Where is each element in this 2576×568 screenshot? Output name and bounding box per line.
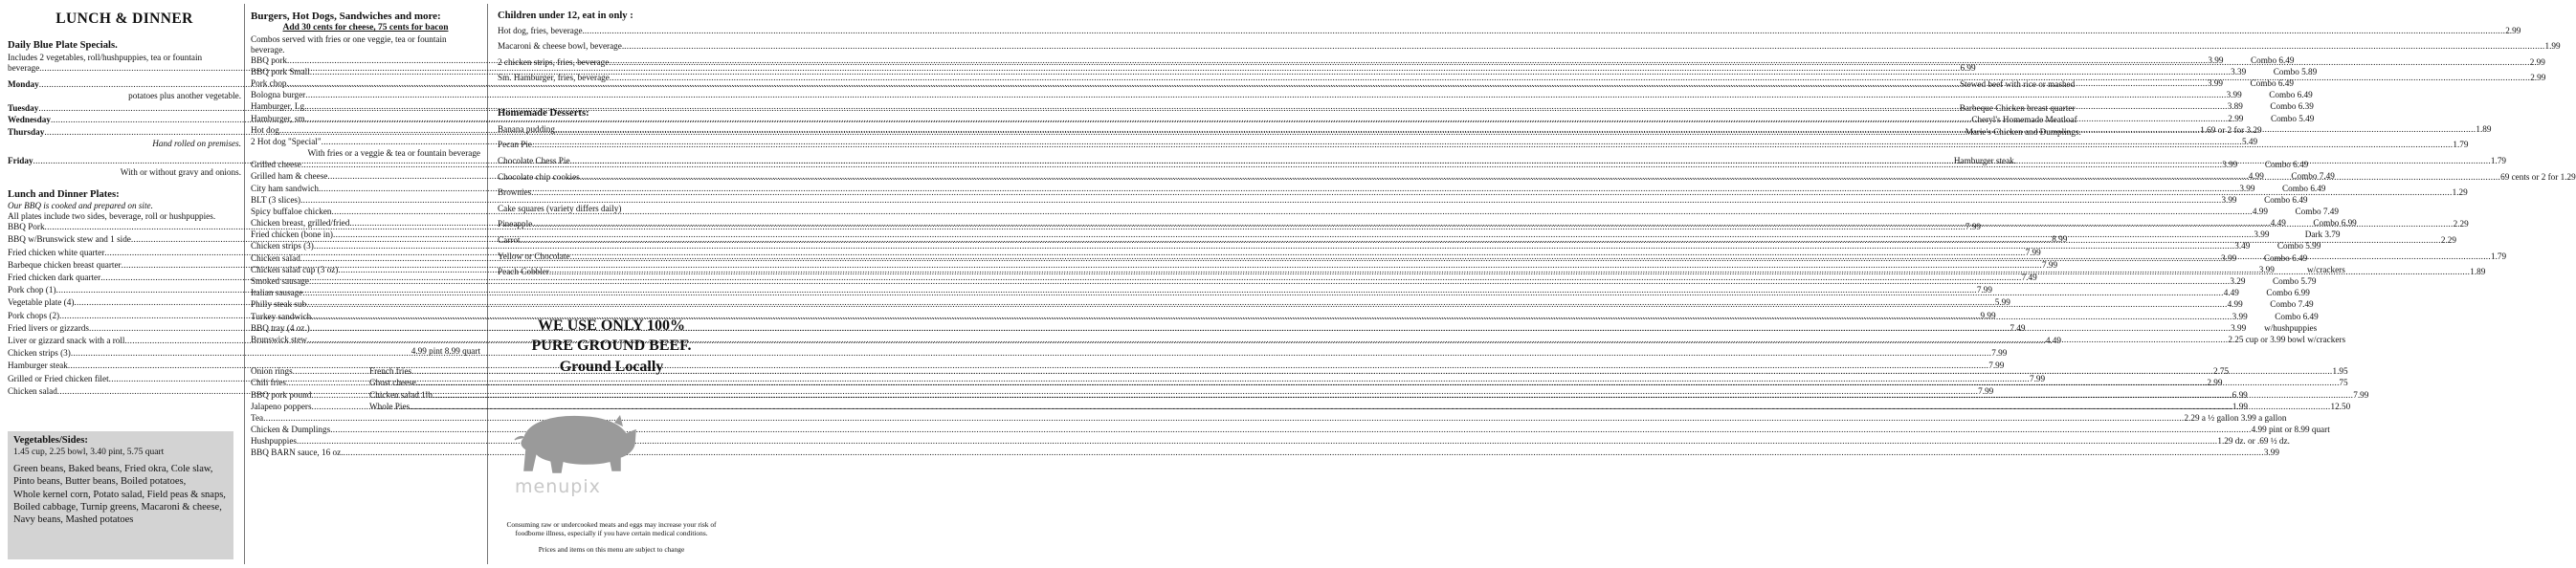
sandwich-row-combo: Combo 6.49 xyxy=(2250,78,2294,89)
sandwich-row-combo: Combo 6.49 xyxy=(2269,90,2313,100)
sandwich-row-name: BBQ tray (4 oz.) xyxy=(251,322,310,333)
sandwich-row-combo: Combo 6.49 xyxy=(2251,55,2295,65)
sandwich-row-price: 3.99 xyxy=(2226,90,2242,100)
cake-row-price: 1.79 xyxy=(2491,251,2507,261)
sandwich-row-price: 4.49 xyxy=(2270,218,2286,229)
plate-row-price: 7.99 xyxy=(1991,348,2008,359)
special-day-name: Wednesday xyxy=(8,115,51,125)
dessert-row-price: 69 cents or 2 for 1.29 xyxy=(2500,171,2576,182)
sandwich-row-combo: Combo 5.49 xyxy=(2270,113,2315,123)
plate-row-price: 7.99 xyxy=(1965,222,1981,232)
sandwich-row-price: 3.99 xyxy=(2221,252,2237,263)
plates-heading: Lunch and Dinner Plates: xyxy=(8,188,120,200)
sides-line: Pinto beans, Butter beans, Boiled potatoes, xyxy=(13,476,187,488)
sandwich-row-price: 3.39 xyxy=(2231,66,2247,76)
special-day-name: Tuesday xyxy=(8,102,39,113)
sides-box xyxy=(8,431,233,559)
special-day-name: Friday xyxy=(8,155,33,165)
kids-row-price: 2.99 xyxy=(2505,25,2521,35)
cake-row-price: 1.89 xyxy=(2470,267,2486,277)
brunswick-stew-row: Brunswick stew ..... 2.25 cup or 3.99 bowl w/crackers xyxy=(251,335,480,346)
special-day-name: Thursday xyxy=(8,126,45,137)
menu-title: LUNCH & DINNER xyxy=(56,11,193,27)
addon-note: Add 30 cents for cheese, 75 cents for bacon xyxy=(282,23,449,33)
kids-row-name: Macaroni & cheese bowl, beverage. xyxy=(498,41,625,52)
sandwich-row-price: 3.89 xyxy=(2227,101,2243,112)
sandwich-row xyxy=(251,90,2313,101)
plate-row-price: 7.99 xyxy=(1976,285,1992,295)
kids-row-price: 1.99 xyxy=(2544,41,2561,52)
sandwich-row-combo: Combo 6.99 xyxy=(2266,288,2310,298)
dessert-row-name: Pecan Pie xyxy=(498,140,532,150)
sandwich-row-name: Philly steak sub xyxy=(251,299,307,310)
tea-row: Tea ..... 2.29 a ½ gallon 3.99 a gallon xyxy=(251,413,480,425)
special-day-name: Monday xyxy=(8,78,39,89)
dessert-row-name: Chocolate Chess Pie xyxy=(498,155,570,165)
side-item xyxy=(369,402,2350,413)
sandwich-row-name: Smoked sausage xyxy=(251,276,309,287)
dessert-row-price: 1.89 xyxy=(2476,123,2492,134)
sandwich-row-name: Grilled cheese xyxy=(251,160,301,170)
plate-row-price: 5.99 xyxy=(1994,297,2010,308)
plate-row-price: 4.49 xyxy=(2045,335,2061,345)
brunswick-stew-extra: 4.99 pint 8.99 quart xyxy=(411,346,480,357)
sandwich-row-name: Hamburger, sm. xyxy=(251,113,307,123)
sandwich-row-price: 3.99 xyxy=(2239,183,2255,193)
desserts-heading: Homemade Desserts: xyxy=(498,108,589,120)
sandwich-row-price: 3.99 xyxy=(2208,55,2224,65)
sandwich-row-combo: w/hushpuppies xyxy=(2264,322,2318,333)
kids-row-price: 2.99 xyxy=(2529,56,2545,67)
side-item-price: 6.99 xyxy=(2232,389,2248,400)
special-day-extra: potatoes plus another vegetable. xyxy=(128,91,241,101)
side-item-name: Chicken salad 1lb xyxy=(369,389,433,400)
dessert-row-name: Brownies xyxy=(498,187,532,198)
side-item-name: Jalapeno poppers xyxy=(251,401,312,411)
prices-note: Prices and items on this menu are subject to change xyxy=(538,545,685,554)
plates-note-includes: All plates include two sides, beverage, roll or hushpuppies. xyxy=(8,211,216,222)
blue-plate-beverage-row: beverage ..... 6.99 xyxy=(8,63,241,76)
hotdog-special-note: With fries or a veggie & tea or fountain beverage xyxy=(307,148,480,159)
sandwich-row-name: Turkey sandwich xyxy=(251,311,312,321)
sandwich-row-combo: Combo 6.99 xyxy=(2313,218,2357,229)
side-item-name: Chili fries xyxy=(251,378,287,388)
sandwich-row-price: 4.49 xyxy=(2223,288,2239,298)
sandwich-row-price: 3.99 xyxy=(2231,322,2247,333)
plate-row-name: Liver or gizzard snack with a roll xyxy=(8,335,125,345)
plate-row-name: Fried chicken dark quarter xyxy=(8,273,101,283)
plate-row-price: 9.99 xyxy=(1980,310,1996,320)
plate-row-price: 7.99 xyxy=(2030,373,2046,383)
side-item-price: 1.95 xyxy=(2332,366,2348,377)
plate-row-name: Grilled or Fried chicken filet xyxy=(8,373,109,383)
sandwich-row-combo: w/crackers xyxy=(2307,264,2345,274)
ground-beef-notice xyxy=(498,316,725,378)
hushpuppies-row: Hushpuppies ..... 1.29 dz. or .69 ½ dz. xyxy=(251,436,480,448)
plate-row-price: 7.99 xyxy=(2025,247,2041,257)
plate-row-name: BBQ w/Brunswick stew and 1 side xyxy=(8,234,131,245)
side-item xyxy=(369,378,2348,389)
kids-row-name: 2 chicken strips, fries, beverage xyxy=(498,56,610,67)
sandwich-row-price: 3.99 xyxy=(2254,229,2270,240)
sandwich-row-name: Spicy buffaloe chicken xyxy=(251,206,332,216)
plate-row-name: Vegetable plate (4) xyxy=(8,297,75,308)
sandwich-row-combo: Combo 6.49 xyxy=(2264,160,2309,170)
side-item-price: .75 xyxy=(2337,378,2348,388)
sandwich-row-name: BBQ pork Small xyxy=(251,66,310,76)
dessert-row-name: Banana pudding xyxy=(498,123,555,134)
sandwich-row-combo: Combo 6.49 xyxy=(2281,183,2326,193)
sandwich-row-name: Chicken strips (3) xyxy=(251,241,314,251)
foodborne-warning: Consuming raw or undercooked meats and eggs may increase your risk of foodborne illness, especially if you have certain medical conditions. xyxy=(506,520,717,538)
dessert-row-price: 1.79 xyxy=(2453,140,2469,150)
sandwich-row-price: 3.99 xyxy=(2232,311,2248,321)
sandwich-row-combo: Combo 6.49 xyxy=(2263,252,2308,263)
sandwich-row xyxy=(251,194,2308,207)
side-item-name: Whole Pies xyxy=(369,401,411,411)
plate-row-price: 7.99 xyxy=(2042,259,2058,270)
sandwich-row-combo: Dark 3.79 xyxy=(2304,229,2341,240)
kids-row-name: Sm. Hamburger, fries, beverage xyxy=(498,73,610,83)
sandwich-row-combo: Combo 6.39 xyxy=(2270,101,2314,112)
special-day-dish: Stewed beef with rice or mashed xyxy=(1960,78,2076,89)
sandwich-row-price: 2.99 xyxy=(2228,113,2244,123)
combo-note-1: Combos served with fries or one veggie, tea or fountain xyxy=(251,33,447,44)
sandwich-row-name: BLT (3 slices) xyxy=(251,194,301,205)
sandwich-row-price: 1.69 or 2 for 3.29 xyxy=(2200,124,2262,135)
plate-row-price: 7.99 xyxy=(1978,385,1994,396)
kids-row xyxy=(498,41,2561,57)
side-item-price: 7.99 xyxy=(2353,389,2369,400)
dumplings-row: Chicken & Dumplings ..... 4.99 pint or 8.99 quart xyxy=(251,425,480,436)
sandwich-row-price: 3.99 xyxy=(2258,264,2275,274)
sandwich-row-price: 4.99 xyxy=(2248,171,2264,182)
plate-row-name: Pork chops (2) xyxy=(8,310,60,320)
plate-row-price: 7.49 xyxy=(2021,273,2037,283)
dessert-row-price: 1.79 xyxy=(2490,155,2506,165)
side-item-name: Onion rings xyxy=(251,366,293,377)
sandwiches-heading: Burgers, Hot Dogs, Sandwiches and more: xyxy=(251,11,441,22)
plates-note-bbq: Our BBQ is cooked and prepared on site. xyxy=(8,201,153,211)
side-item-price: 2.99 xyxy=(2207,378,2223,388)
sandwich-row-name: Grilled ham & cheese xyxy=(251,171,328,182)
sandwich-row-name: Chicken breast, grilled/fried xyxy=(251,218,350,229)
sandwich-row-combo: Combo 7.49 xyxy=(2270,299,2314,310)
sides-heading: Vegetables/Sides: xyxy=(13,435,88,446)
sandwich-row-combo: Combo 5.99 xyxy=(2276,241,2321,251)
side-item-name: BBQ pork pound xyxy=(251,389,312,400)
beef-line-1: WE USE ONLY 100% xyxy=(538,317,685,334)
kids-row xyxy=(498,25,2521,42)
menupix-watermark: menupix xyxy=(515,476,601,497)
side-pair-row xyxy=(251,389,2369,402)
sandwich-row-combo: Combo 6.49 xyxy=(2264,194,2308,205)
sides-line: Green beans, Baked beans, Fried okra, Cole slaw, xyxy=(13,464,213,475)
special-day-dish: Marie's Chicken and Dumplings. xyxy=(1965,126,2081,137)
cake-row-name: Peach Cobbler xyxy=(498,267,549,277)
bbq-sauce-row: BBQ BARN sauce, 16 oz. ..... 3.99 xyxy=(251,448,480,459)
plate-row-name: Fried livers or gizzards xyxy=(8,322,89,333)
sandwich-row-combo: Combo 7.49 xyxy=(2291,171,2335,182)
cake-row-price: 2.29 xyxy=(2440,234,2456,245)
side-pair-row xyxy=(251,401,2351,413)
cake-row-price: 2.29 xyxy=(2453,219,2469,229)
sandwich-row-name: Fried chicken (bone in) xyxy=(251,229,333,240)
sandwich-row-combo: Combo 7.49 xyxy=(2295,206,2339,216)
sandwich-row-name: Pork chop xyxy=(251,78,287,89)
sandwich-row-name: Chicken salad xyxy=(251,252,300,263)
sandwich-row-price: 4.99 xyxy=(2227,299,2243,310)
plate-row-name: Fried chicken white quarter xyxy=(8,247,105,257)
sandwich-row-name: Italian sausage xyxy=(251,288,303,298)
plate-row-name: Hamburger steak xyxy=(8,360,68,371)
sandwich-row-combo: Combo 6.49 xyxy=(2275,311,2319,321)
cake-row-name: Yellow or Chocolate xyxy=(498,251,570,261)
pig-image xyxy=(507,402,641,478)
sandwich-row-name: Hot dog xyxy=(251,124,279,135)
sandwich-row-name: City ham sandwich xyxy=(251,183,319,193)
dessert-row-name: Chocolate chip cookies xyxy=(498,171,580,182)
sides-line: Navy beans, Mashed potatoes xyxy=(13,513,134,525)
hotdog-special-row: 2 Hot dog "Special" ..... 5.49 xyxy=(251,137,480,148)
kids-heading: Children under 12, eat in only : xyxy=(498,11,633,21)
plate-row-name: Chicken salad xyxy=(8,385,57,396)
sandwich-row-combo: Combo 5.79 xyxy=(2273,276,2317,287)
special-day-dish: Barbeque Chicken breast quarter xyxy=(1959,102,2076,113)
plate-row-name: Barbeque chicken breast quarter xyxy=(8,259,122,270)
cake-row-name: Carrot xyxy=(498,234,521,245)
combo-note-2: beverage. xyxy=(251,44,285,55)
cake-heading: Cake squares (variety differs daily) xyxy=(498,203,622,213)
side-item-name: French fries xyxy=(369,366,412,377)
sandwich-row-price: 3.99 xyxy=(2222,160,2238,170)
plate-row-name: Chicken strips (3) xyxy=(8,348,71,359)
sides-line: Boiled cabbage, Turnip greens, Macaroni & cheese, xyxy=(13,501,222,513)
kids-row-name: Hot dog, fries, beverage. xyxy=(498,25,585,35)
plate-row-price: 7.99 xyxy=(1988,360,2005,371)
sandwich-row-name: Chicken salad cup (3 oz) xyxy=(251,264,339,274)
beef-line-3: Ground Locally xyxy=(559,358,664,375)
cake-row-name: Pineapple xyxy=(498,219,533,229)
special-day-dish: Cheryl's Homemade Meatloaf xyxy=(1971,115,2077,125)
plate-row-name: Pork chop (1) xyxy=(8,285,56,295)
blue-plate-heading: Daily Blue Plate Specials. xyxy=(8,39,118,51)
sandwich-row-price: 4.99 xyxy=(2252,206,2268,216)
sandwich-row-price: 3.29 xyxy=(2230,276,2246,287)
sandwich-row-price: 3.49 xyxy=(2234,241,2251,251)
sandwich-row-name: Hamburger, Lg. xyxy=(251,101,307,112)
side-item-name: Ghost cheese xyxy=(369,378,416,388)
sandwich-row-price: 3.99 xyxy=(2207,78,2223,89)
side-item-price: 2.75 xyxy=(2213,366,2230,377)
dessert-row-price: 1.29 xyxy=(2452,187,2468,198)
kids-row-price: 2.99 xyxy=(2530,73,2546,83)
side-item xyxy=(369,390,2368,402)
sandwich-row-name: BBQ pork xyxy=(251,55,288,65)
plate-row-price: 7.49 xyxy=(2010,322,2026,333)
pig-silhouette xyxy=(515,417,635,472)
sandwich-row-combo: Combo 5.89 xyxy=(2273,66,2318,76)
sides-line: Whole kernel corn, Potato salad, Field peas & snaps, xyxy=(13,489,226,500)
side-item-price: 12.50 xyxy=(2330,401,2351,411)
special-day-dish: Hamburger steak. xyxy=(1953,155,2017,165)
sandwich-row-name: Bologna burger xyxy=(251,90,306,100)
plate-row-name: BBQ Pork xyxy=(8,222,45,232)
side-item-price: 1.99 xyxy=(2232,401,2248,411)
beef-line-2: PURE GROUND BEEF. xyxy=(531,338,692,355)
plate-row-price: 8.99 xyxy=(2052,234,2068,245)
special-day-extra: With or without gravy and onions. xyxy=(120,167,241,178)
sandwich-row-price: 3.99 xyxy=(2221,194,2237,205)
blue-plate-intro: Includes 2 vegetables, roll/hushpuppies, tea or fountain xyxy=(8,53,203,63)
sides-sizes: 1.45 cup, 2.25 bowl, 3.40 pint, 5.75 quart xyxy=(13,447,165,457)
special-day-extra: Hand rolled on premises. xyxy=(152,139,241,149)
